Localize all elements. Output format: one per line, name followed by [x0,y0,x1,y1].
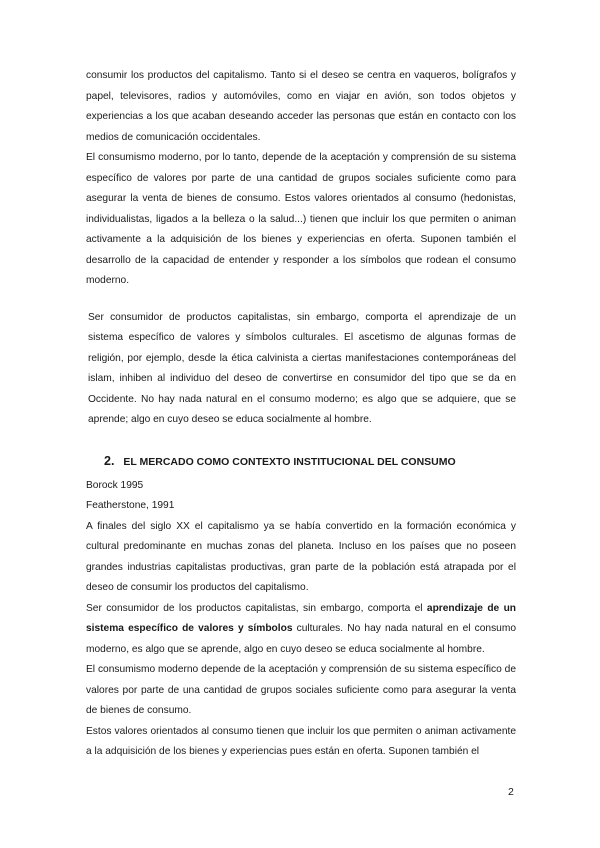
section-number: 2. [104,453,115,468]
paragraph [86,599,516,661]
reference: Borock 1995 [86,479,144,491]
section-title: EL MERCADO COMO CONTEXTO INSTITUCIONAL DEL CONSUMO [123,455,456,468]
paragraph: Estos valores orientados al consumo tienen que incluir los que permiten o animan activamente a la adquisición de los bienes y experiencias pues están en oferta. Suponen también el [86,725,516,757]
page-number: 2 [508,786,514,798]
text-run: culturales. No hay nada natural en el consumo moderno, es algo que se aprende, algo en cuyo deseo se educa socialmente al hombre. [86,623,517,655]
text-run: Ser consumidor de los productos capitalistas, sin embargo, comporta el [86,602,427,614]
reference: Featherstone, 1991 [86,500,175,511]
page-body [86,66,516,763]
paragraph: consumir los productos del capitalismo. Tanto si el deseo se centra en vaqueros, bolígrafos y papel, televisores, radios y automóviles, como en viajar en avión, son todos objetos y experiencias a los que acaban deseando acceder las personas que están en contacto con los medios de comunicación occidentales. [86,70,516,143]
paragraph: A finales del siglo XX el capitalismo ya se había convertido en la formación económica y cultural predominante en muchas zonas del planeta. Incluso en los países que no poseen grandes industrias capitalistas productivas, gran parte de la población está atrapada por el deseo de consumir los productos del capitalismo. [86,520,516,593]
paragraph: El consumismo moderno depende de la aceptación y comprensión de su sistema específico de valores por parte de una cantidad de grupos sociales suficiente como para asegurar la venta de bienes de consumo. [86,664,516,716]
section-heading [86,451,516,472]
paragraph: El consumismo moderno, por lo tanto, depende de la aceptación y comprensión de su sistema específico de valores por parte de una cantidad de grupos sociales suficiente como para asegurar la venta de bienes de consumo. Estos valores orientados al consumo (hedonistas, individualistas, ligados a la belleza o la salud...) tienen que incluir los que permiten o animan activamente a la adquisición de los bienes y experiencias en oferta. Suponen también el desarrollo de la capacidad de entender y responder a los símbolos que rodean el consumo moderno. [86,152,516,286]
paragraph: Ser consumidor de productos capitalistas, sin embargo, comporta el aprendizaje de un sistema específico de valores y símbolos culturales. El ascetismo de algunas formas de religión, por ejemplo, desde la ética calvinista a ciertas manifestaciones contemporáneas del islam, inhiben al individuo del deseo de convertirse en consumidor del tipo que se da en Occidente. No hay nada natural en el consumo moderno; es algo que se adquiere, que se aprende; algo en cuyo deseo se educa socialmente al hombre. [88,311,516,425]
bold-text-run: aprendizaje de un sistema específico de valores y símbolos [86,602,517,634]
